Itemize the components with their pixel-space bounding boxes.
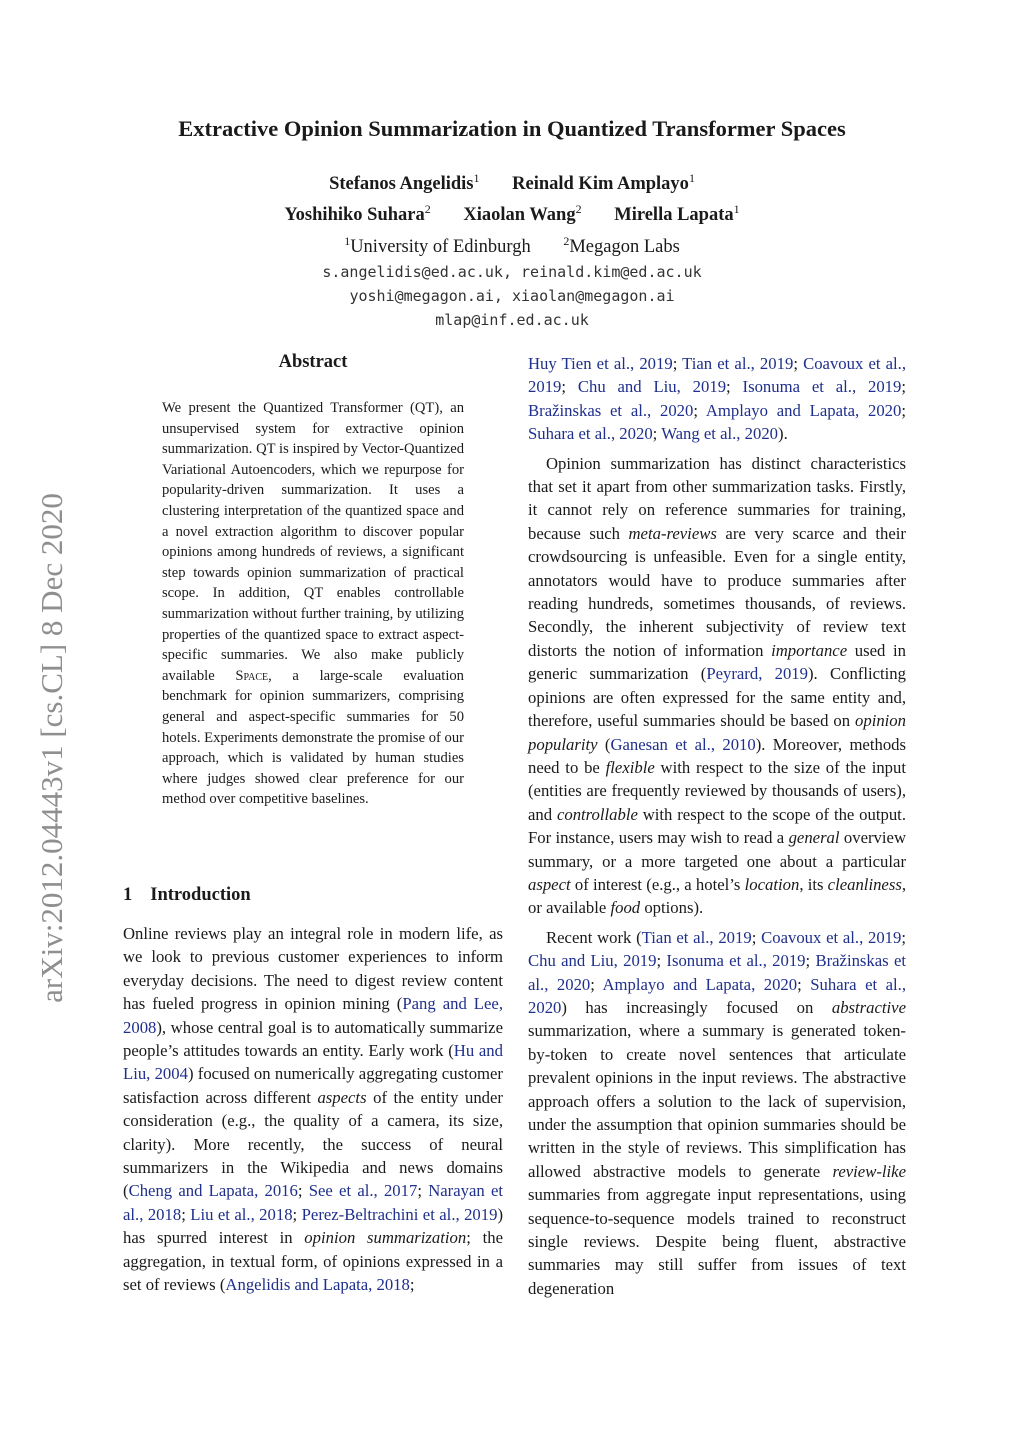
author-block <box>0 166 1024 332</box>
section-heading: 1 Introduction <box>123 885 251 905</box>
citation-link[interactable]: Suhara et al., 2020 <box>528 974 907 1017</box>
citation-link[interactable]: Narayan et al., 2018 <box>123 1181 503 1224</box>
citation-link[interactable]: Coavoux et al., 2019 <box>761 927 902 947</box>
citation-link[interactable]: Huy Tien et al., 2019 <box>528 354 673 373</box>
citation-link[interactable]: Isonuma et al., 2019 <box>742 377 902 397</box>
citation-link[interactable]: Cheng and Lapata, 2016 <box>128 1181 298 1201</box>
citation-link[interactable]: Bražinskas et al., 2020 <box>528 400 694 420</box>
arxiv-watermark <box>30 455 74 1040</box>
arxiv-id: arXiv:2012.04443v1 [cs.CL] 8 Dec 2020 <box>34 492 69 1003</box>
paper-title: Extractive Opinion Summarization in Quantized Transformer Spaces <box>178 116 846 141</box>
citation-link[interactable]: Liu et al., 2018 <box>190 1204 293 1224</box>
paragraph: Opinion summarization has distinct characteristics that set it apart from other summarization tasks. Firstly, it cannot rely on reference summaries for training, because such meta-reviews are very scarce and their crowdsourcing is unfeasible. Even for a single entity, annotators would have to produce summaries after reading hundreds, sometimes thousands, of reviews. Secondly, the inherent subjectivity of review text distorts the notion of information importance used in generic summarization (Peyrard, 2019). Conflicting opinions are often expressed for the same entity and, therefore, useful summaries should be based on opinion popularity (Ganesan et al., 2010). Moreover, methods need to be flexible with respect to the size of the input (entities are frequently reviewed by thousands of users), and controllable with respect to the scope of the output. For instance, users may wish to read a general overview summary, or a more targeted one about a particular aspect of interest (e.g., a hotel’s location, its cleanliness, or available food options). <box>528 453 906 918</box>
citation-link[interactable]: Pang and Lee, 2008 <box>123 994 503 1037</box>
abstract-text: We present the Quantized Transformer (QT), an unsupervised system for extractive opinion summarization. QT is inspired by Vector-Quantized Variational Autoencoders, which we repurpose for popularity-driven summarization. It uses a clustering interpretation of the quantized space and a novel extraction algorithm to discover popular opinions among hundreds of reviews, a significant step towards opinion summarization of practical scope. In addition, QT enables controllable summarization without further training, by utilizing properties of the quantized space to extract aspect-specific summaries. We also make publicly available Space, a large-scale evaluation benchmark for opinion summarizers, comprising general and aspect-specific summaries for 50 hotels. Experiments demonstrate the promise of our approach, which is validated by human studies where judges showed clear preference for our method over competitive baselines. <box>162 400 464 808</box>
citation-link[interactable]: Chu and Liu, 2019 <box>528 951 657 971</box>
intro-paragraph: Online reviews play an integral role in modern life, as we look to previous customer experiences to inform everyday decisions. The need to digest review content has fueled progress in opinion mining (Pang and Lee, 2008), whose central goal is to automatically summarize people’s attitudes towards an entity. Early work (Hu and Liu, 2004) focused on numerically aggregating customer satisfaction across different aspects of the entity under consideration (e.g., the quality of a camera, its size, clarity). More recently, the success of neural summarizers in the Wikipedia and news domains (Cheng and Lapata, 2016; See et al., 2017; Narayan et al., 2018; Liu et al., 2018; Perez-Beltrachini et al., 2019) has spurred interest in opinion summarization; the aggregation, in textual form, of opinions expressed in a set of reviews (Angelidis and Lapata, 2018; <box>123 924 504 1295</box>
right-column <box>528 352 906 1300</box>
citation-link[interactable]: Peyrard, 2019 <box>706 664 808 684</box>
author-line-2 <box>0 197 1024 228</box>
author: Xiaolan Wang$^2$ <box>463 202 582 226</box>
paragraph: Recent work (Tian et al., 2019; Coavoux et al., 2019; Chu and Liu, 2019; Isonuma et al., 2019; Bražinskas et al., 2020; Amplayo and Lapata, 2020; Suhara et al., 2020) has increasingly focused on abstractive summarization, where a summary is generated token-by-token to create novel sentences that articulate prevalent opinions in the input reviews. The abstractive approach offers a solution to the lack of supervision, under the assumption that opinion summaries should be written in the style of reviews. This simplification has allowed abstractive models to generate review-like summaries from aggregate input representations, using sequence-to-sequence models trained to reconstruct single reviews. Despite being fluent, abstractive summaries may still suffer from issues of text degeneration <box>528 927 907 1298</box>
citation-link[interactable]: Suhara et al., 2020 <box>528 424 653 444</box>
author-line-1 <box>0 166 1024 197</box>
dataset-name: Space <box>235 667 269 684</box>
affiliation: $^1$University of Edinburgh <box>344 234 531 258</box>
citation-link[interactable]: Perez-Beltrachini et al., 2019 <box>301 1204 498 1224</box>
citation-link[interactable]: Coavoux et al., 2019 <box>528 354 906 397</box>
citation-link[interactable]: Isonuma et al., 2019 <box>666 951 806 971</box>
citation-link[interactable]: Chu and Liu, 2019 <box>577 377 727 397</box>
affiliations <box>0 228 1024 260</box>
citation-link[interactable]: See et al., 2017 <box>308 1181 418 1201</box>
citation-link[interactable]: Amplayo and Lapata, 2020 <box>705 400 902 420</box>
citation-link[interactable]: Tian et al., 2019 <box>641 927 752 947</box>
citation-link[interactable]: Tian et al., 2019 <box>682 354 794 373</box>
citation-link[interactable]: Ganesan et al., 2010 <box>610 734 756 754</box>
author: Mirella Lapata$^1$ <box>614 202 740 226</box>
citation-link[interactable]: Amplayo and Lapata, 2020 <box>602 974 798 994</box>
author: Stefanos Angelidis$^1$ <box>329 171 480 195</box>
paragraph: Huy Tien et al., 2019; Tian et al., 2019; Coavoux et al., 2019; Chu and Liu, 2019; Isonuma et al., 2019; Bražinskas et al., 2020; Amplayo and Lapata, 2020; Suhara et al., 2020; Wang et al., 2020). <box>528 354 906 444</box>
email-line: mlap@inf.ed.ac.uk <box>435 311 589 330</box>
affiliation: $^2$Megagon Labs <box>563 234 680 258</box>
citation-link[interactable]: Hu and Liu, 2004 <box>123 1041 503 1084</box>
email-line: s.angelidis@ed.ac.uk, reinald.kim@ed.ac.uk <box>322 263 702 282</box>
citation-link[interactable]: Angelidis and Lapata, 2018 <box>225 1275 410 1295</box>
author: Yoshihiko Suhara$^2$ <box>284 202 431 226</box>
author: Reinald Kim Amplayo$^1$ <box>512 171 695 195</box>
citation-link[interactable]: Bražinskas et al., 2020 <box>528 951 906 994</box>
email-line: yoshi@megagon.ai, xiaolan@megagon.ai <box>349 287 675 306</box>
citation-link[interactable]: Wang et al., 2020 <box>661 424 779 444</box>
abstract-heading: Abstract <box>278 352 348 372</box>
